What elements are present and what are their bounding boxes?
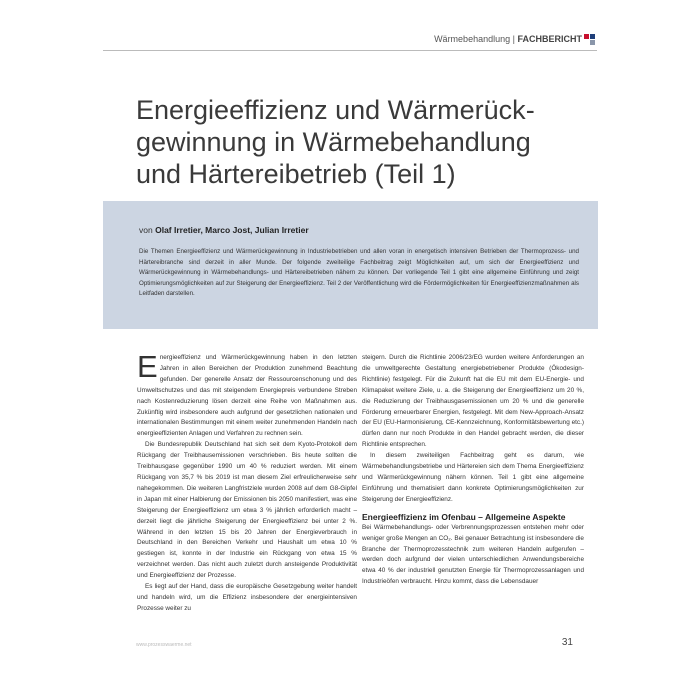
footer-url: www.prozesswaerme.net	[136, 642, 192, 648]
body-paragraph: Es liegt auf der Hand, dass die europäische Gesetzgebung weiter handelt und handeln wird, um die Effizienz insbesondere der energieintensiven Prozesse weiter zu	[137, 583, 357, 612]
header-section: Wärmebehandlung	[434, 34, 511, 44]
header-category: FACHBERICHT	[517, 34, 582, 44]
abstract-text: Die Themen Energieeffizienz und Wärmerückgewinnung in Industriebetrieben und allen voran in energetisch intensiven Betrieben der Thermoprozess- und Härtereibranche sind derzeit in aller Munde. Der folgende zweiteilige Fachbeitrag zeigt Möglichkeiten auf, um sich der Energieeffizienz und Wärmerückgewinnung in Wärmebehandlungs- und Härtereibetrieben nähern zu können. Der vorliegende Teil 1 gibt eine allgemeine Einführung und zeigt Optimierungsmöglichkeiten auf zur Steigerung der Energieeffizienz. Teil 2 der Veröffentlichung wird die Fördermöglichkeiten für Energieeffizienzmaßnahmen als Leitfaden darstellen.	[139, 248, 579, 298]
abstract-box	[103, 201, 598, 329]
drop-cap: E	[137, 349, 158, 384]
body-paragraph	[137, 349, 357, 440]
body-paragraph-text: nergieeffizienz und Wärmerückgewinnung haben in den letzten Jahren in allen Bereichen der Produktion zunehmend Beachtung gefunden. Der generelle Ansatz der Ressourcenschonung und des Umweltschutzes und das mit steigendem Energiepreis verbundene Streben nach Kostenreduzierung lösen derzeit eine Reihe von Maßnahmen aus. Zukünftig wird insbesondere auch aufgrund der gesetzlichen nationalen und internationalen Bestimmungen mit einem weiter zunehmenden Handeln nach energieeffizienten Anlagen und Verfahren zu rechnen sein.	[137, 354, 357, 438]
page-number: 31	[561, 637, 573, 648]
header-rule	[103, 50, 597, 51]
article-title: Energieeffizienz und Wärmerückgewinnung in Wärmebehandlung und Härtereibetrieb (Teil 1)	[136, 95, 535, 189]
body-paragraph: steigern. Durch die Richtlinie 2006/23/EG wurden weitere Anforderungen an die umweltgerechte Gestaltung energiebetriebener Produkte (Ökodesign-Richtlinie) festgelegt. Für die Zukunft hat die EU mit dem EU-Energie- und Klimapaket weitere Ziele, u. a. die Steigerung der Energieeffizienz um 20 %, die Reduzierung der Treibhausgasemissionen um 20 % und die generelle Förderung erneuerbarer Energien, festgelegt. Mit dem New-Approach-Ansatz der EU (EU-Harmonisierung, CE-Kennzeichnung, Konformitätsbewertung etc.) dürfen dann nur noch Produkte in den Handel gebracht werden, die dieser Richtlinie entsprechen.	[362, 354, 584, 449]
header-separator: |	[512, 34, 515, 44]
logo-square-grey	[590, 40, 595, 45]
body-paragraph: Die Bundesrepublik Deutschland hat sich seit dem Kyoto-Protokoll dem Rückgang der Treibhausemissionen verschrieben. Bis heute sollten die Treibhausgase gegenüber 1990 um 40 % reduziert werden. Mit einem Rückgang von 35,7 % bis 2019 ist man diesem Ziel erfreulicherweise sehr nahegekommen. Die weiteren Langfristziele wurden 2008 auf dem G8-Gipfel in Japan mit einer Halbierung der Emissionen bis 2050 manifestiert, was eine Steigerung der Energieeffizienz um etwa 3 % jährlich erforderlich macht – derzeit liegt die jährliche Steigerung der Energieeffizienz bei unter 2 %. Während in den letzten 15 bis 20 Jahren der Energieverbrauch in Deutschland in den Bereichen Verkehr und Haushalt um etwa 10 % gestiegen ist, konnte in der Industrie ein Rückgang von etwa 15 % verzeichnet werden. Das nicht auch zuletzt durch ansteigende Produktivität und Energieeffizienz der Prozesse.	[137, 441, 357, 580]
running-header	[434, 34, 582, 44]
body-column-left	[137, 349, 357, 615]
body-paragraph: In diesem zweiteiligen Fachbeitrag geht es darum, wie Wärmebehandlungsbetriebe und Härtereien sich dem Thema Energieeffizienz und Wärmerückgewinnung nähern können. Teil 1 gibt eine allgemeine Einführung und thematisiert dann konkrete Optimierungsmöglichkeiten zur Steigerung der Energieeffizienz.	[362, 452, 584, 503]
byline	[139, 225, 309, 235]
author-names: Olaf Irretier, Marco Jost, Julian Irretier	[155, 225, 309, 235]
logo-square-red	[584, 34, 589, 39]
byline-prefix: von	[139, 225, 153, 235]
body-paragraph: Bei Wärmebehandlungs- oder Verbrennungsprozessen entstehen mehr oder weniger große Mengen an CO₂. Bei genauer Betrachtung ist insbesondere die Branche der Thermoprozesstechnik zum weiteren Handeln aufgerufen – werden doch aufgrund der vielen unterschiedlichen Anwendungsbereiche etwa 40 % der industriell genutzten Energie für Thermoprozessanlagen und Industrieöfen verbraucht. Hinzu kommt, dass die Lebensdauer	[362, 523, 584, 586]
journal-logo-icon	[584, 34, 596, 46]
section-heading: Energieeffizienz im Ofenbau – Allgemeine Aspekte	[362, 511, 566, 522]
body-column-right	[362, 353, 584, 588]
logo-square-blue	[590, 34, 595, 39]
